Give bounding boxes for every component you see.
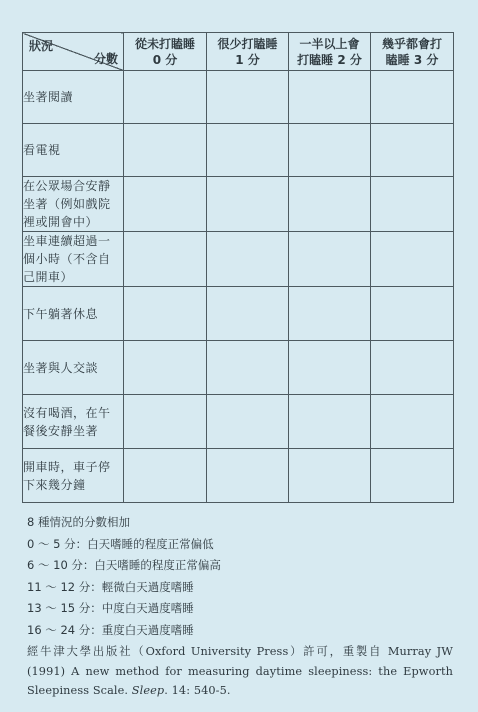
column-header-line: 1 分 — [235, 52, 260, 67]
score-cell — [124, 124, 207, 177]
situation-row — [23, 287, 454, 341]
score-cell — [207, 395, 289, 449]
situation-label-line: 己開車） — [23, 270, 74, 284]
score-cell — [289, 232, 371, 287]
situation-label-line: 餐後安靜坐著 — [23, 423, 99, 438]
scoring-range: 0 ～ 5 分：白天嗜睡的程度正常偏低 — [27, 536, 214, 551]
column-header-score-1 — [207, 33, 289, 71]
score-cell — [371, 232, 454, 287]
score-cell — [124, 177, 207, 232]
score-cell — [371, 124, 454, 177]
situation-label-line: 下來幾分鐘 — [23, 477, 86, 492]
situation-label-line: 坐著（例如戲院 — [23, 197, 111, 211]
score-cell — [371, 449, 454, 503]
scoring-range: 6 ～ 10 分：白天嗜睡的程度正常偏高 — [27, 558, 221, 572]
scoring-range: 13 ～ 15 分：中度白天過度嗜睡 — [27, 601, 194, 615]
column-header-line: 一半以上會 — [299, 36, 360, 51]
table-header-row — [23, 33, 454, 71]
situation-label — [23, 124, 124, 177]
citation-text: 經牛津大學出版社（Oxford University Press）許可，重製自 Murray JW (1991) A new method for measuring daytime sleepiness: the Epworth Sleepiness Scale. — [27, 645, 453, 697]
situation-label — [23, 232, 124, 287]
situation-label-line: 裡或開會中） — [23, 215, 99, 229]
situation-label-line: 在公眾場合安靜 — [23, 179, 111, 193]
score-cell — [371, 71, 454, 124]
score-cell — [124, 395, 207, 449]
score-cell — [371, 341, 454, 395]
score-cell — [207, 341, 289, 395]
situation-row — [23, 232, 454, 287]
column-header-line: 從未打瞌睡 — [134, 36, 195, 51]
score-cell — [289, 341, 371, 395]
column-header-score-0 — [124, 33, 207, 71]
situation-label — [23, 287, 124, 341]
score-cell — [207, 449, 289, 503]
score-cell — [124, 449, 207, 503]
situation-label — [23, 341, 124, 395]
situation-label-line: 坐著與人交談 — [23, 360, 99, 375]
scoring-range: 11 ～ 12 分：輕微白天過度嗜睡 — [27, 579, 194, 594]
column-header-score-2 — [289, 33, 371, 71]
situation-label — [23, 71, 124, 124]
situation-row — [23, 71, 454, 124]
score-cell — [289, 449, 371, 503]
column-header-line: 幾乎都會打 — [381, 36, 442, 51]
situation-row — [23, 124, 454, 177]
scoring-notes — [27, 512, 457, 641]
score-cell — [207, 71, 289, 124]
score-cell — [289, 395, 371, 449]
table-body — [23, 71, 454, 503]
score-cell — [207, 124, 289, 177]
column-header-line: 0 分 — [152, 52, 178, 67]
score-header-label: 分數 — [93, 52, 118, 66]
score-cell — [124, 341, 207, 395]
score-cell — [124, 71, 207, 124]
situation-row — [23, 177, 454, 232]
citation-pages: . 14: 540-5. — [164, 684, 231, 697]
column-header-line: 打瞌睡 2 分 — [297, 52, 362, 67]
score-cell — [289, 287, 371, 341]
scoring-range: 16 ～ 24 分：重度白天過度嗜睡 — [27, 622, 194, 637]
situation-label — [23, 395, 124, 449]
situation-label-line: 個小時（不含自 — [23, 252, 111, 266]
score-cell — [207, 177, 289, 232]
situation-header-label: 狀況 — [29, 39, 54, 53]
score-cell — [289, 177, 371, 232]
column-header-line: 很少打瞌睡 — [217, 36, 278, 51]
score-cell — [124, 232, 207, 287]
situation-label-line: 下午躺著休息 — [23, 306, 99, 321]
score-cell — [289, 124, 371, 177]
score-cell — [289, 71, 371, 124]
situation-row — [23, 449, 454, 503]
corner-header-cell — [23, 33, 124, 71]
epworth-sleepiness-table — [22, 32, 454, 503]
situation-label — [23, 449, 124, 503]
situation-label-line: 沒有喝酒，在午 — [23, 405, 111, 420]
situation-row — [23, 341, 454, 395]
column-header-score-3 — [371, 33, 454, 71]
situation-row — [23, 395, 454, 449]
situation-label-line: 看電視 — [23, 143, 61, 157]
score-cell — [207, 232, 289, 287]
citation-journal: Sleep — [131, 684, 165, 697]
situation-label — [23, 177, 124, 232]
score-cell — [371, 395, 454, 449]
situation-label-line: 開車時，車子停 — [23, 459, 111, 474]
scoring-heading: 8 種情況的分數相加 — [27, 515, 130, 529]
situation-label-line: 坐著閱讀 — [23, 90, 74, 104]
citation — [27, 642, 453, 701]
score-cell — [371, 177, 454, 232]
score-cell — [124, 287, 207, 341]
column-header-line: 瞌睡 3 分 — [385, 52, 439, 67]
score-cell — [371, 287, 454, 341]
situation-label-line: 坐車連續超過一 — [23, 234, 111, 248]
score-cell — [207, 287, 289, 341]
